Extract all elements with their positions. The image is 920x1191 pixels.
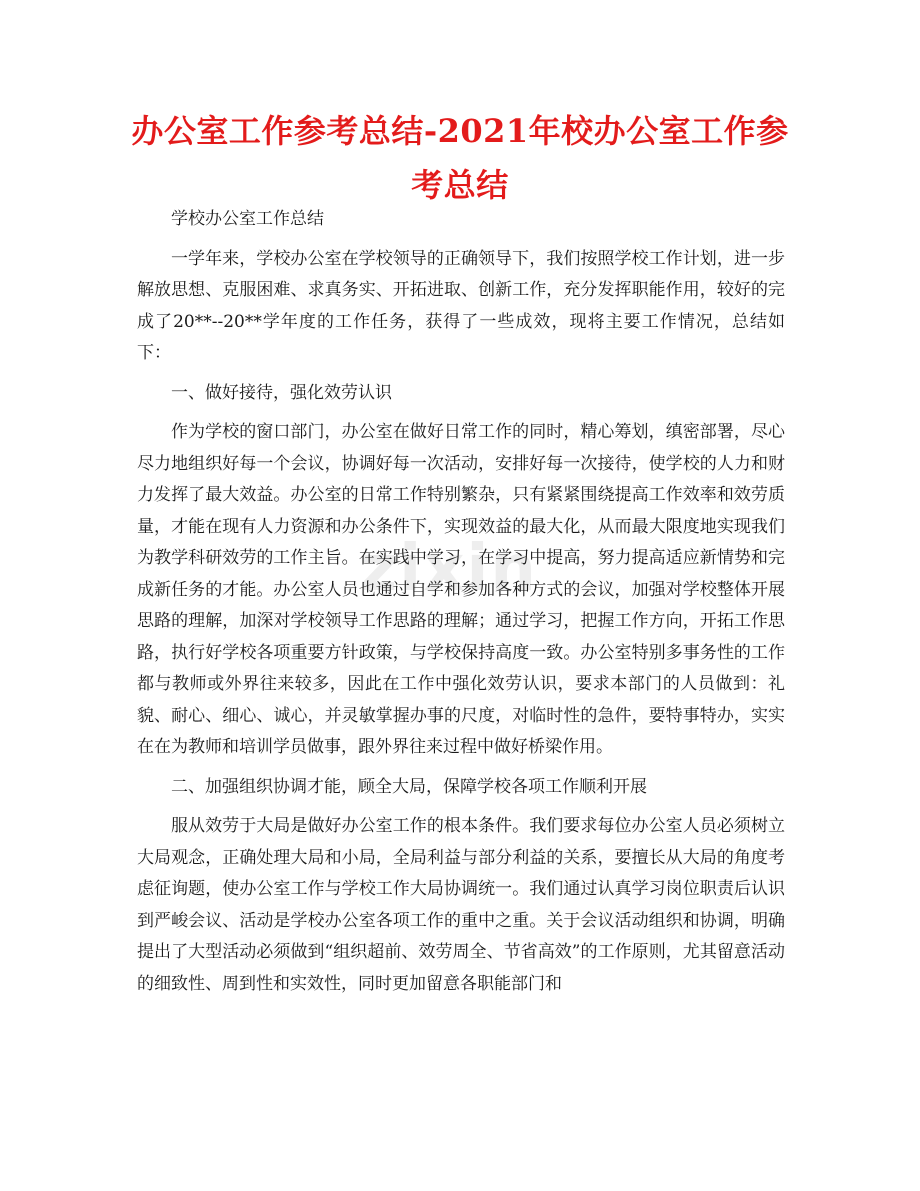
document-body	[137, 204, 785, 1008]
paragraph-section-1: 作为学校的窗口部门，办公室在做好日常工作的同时，精心筹划，缜密部署，尽心尽力地组织好每一个会议，协调好每一次活动，安排好每一次接待，使学校的人力和财力发挥了最大效益。办公室的日常工作特别繁杂，只有紧紧围绕提高工作效率和效劳质量，才能在现有人力资源和办公条件下，实现效益的最大化，从而最大限度地实现我们为教学科研效劳的工作主旨。在实践中学习，在学习中提高，努力提高适应新情势和完成新任务的才能。办公室人员也通过自学和参加各种方式的会议，加强对学校整体开展思路的理解，加深对学校领导工作思路的理解；通过学习，把握工作方向，开拓工作思路，执行好学校各项重要方针政策，与学校保持高度一致。办公室特别多事务性的工作都与教师或外界往来较多，因此在工作中强化效劳认识，要求本部门的人员做到：礼貌、耐心、细心、诚心，并灵敏掌握办事的尺度，对临时性的急件，要特事特办，实实在在为教师和培训学员做事，跟外界往来过程中做好桥梁作用。	[137, 422, 785, 757]
section-heading-2: 二、加强组织协调才能，顾全大局，保障学校各项工作顺利开展	[171, 776, 647, 797]
document-title: 办公室工作参考总结-2021年校办公室工作参考总结	[131, 112, 789, 204]
paragraph-heading-intro: 学校办公室工作总结	[171, 209, 324, 229]
paragraph-intro: 一学年来，学校办公室在学校领导的正确领导下，我们按照学校工作计划，进一步解放思想、克服困难、求真务实、开拓进取、创新工作，充分发挥职能作用，较好的完成了20**--20**学年度的工作任务，获得了一些成效，现将主要工作情况，总结如下：	[137, 248, 785, 363]
watermark: zixin	[360, 532, 538, 606]
section-heading-1: 一、做好接待，强化效劳认识	[171, 382, 392, 403]
paragraph-section-2: 服从效劳于大局是做好办公室工作的根本条件。我们要求每位办公室人员必须树立大局观念，正确处理大局和小局，全局利益与部分利益的关系，要擅长从大局的角度考虑征询题，使办公室工作与学校工作大局协调统一。我们通过认真学习岗位职责后认识到严峻会议、活动是学校办公室各项工作的重中之重。关于会议活动组织和协调，明确提出了大型活动必须做到“组织超前、效劳周全、节省高效”的工作原则，尤其留意活动的细致性、周到性和实效性，同时更加留意各职能部门和	[137, 816, 785, 994]
